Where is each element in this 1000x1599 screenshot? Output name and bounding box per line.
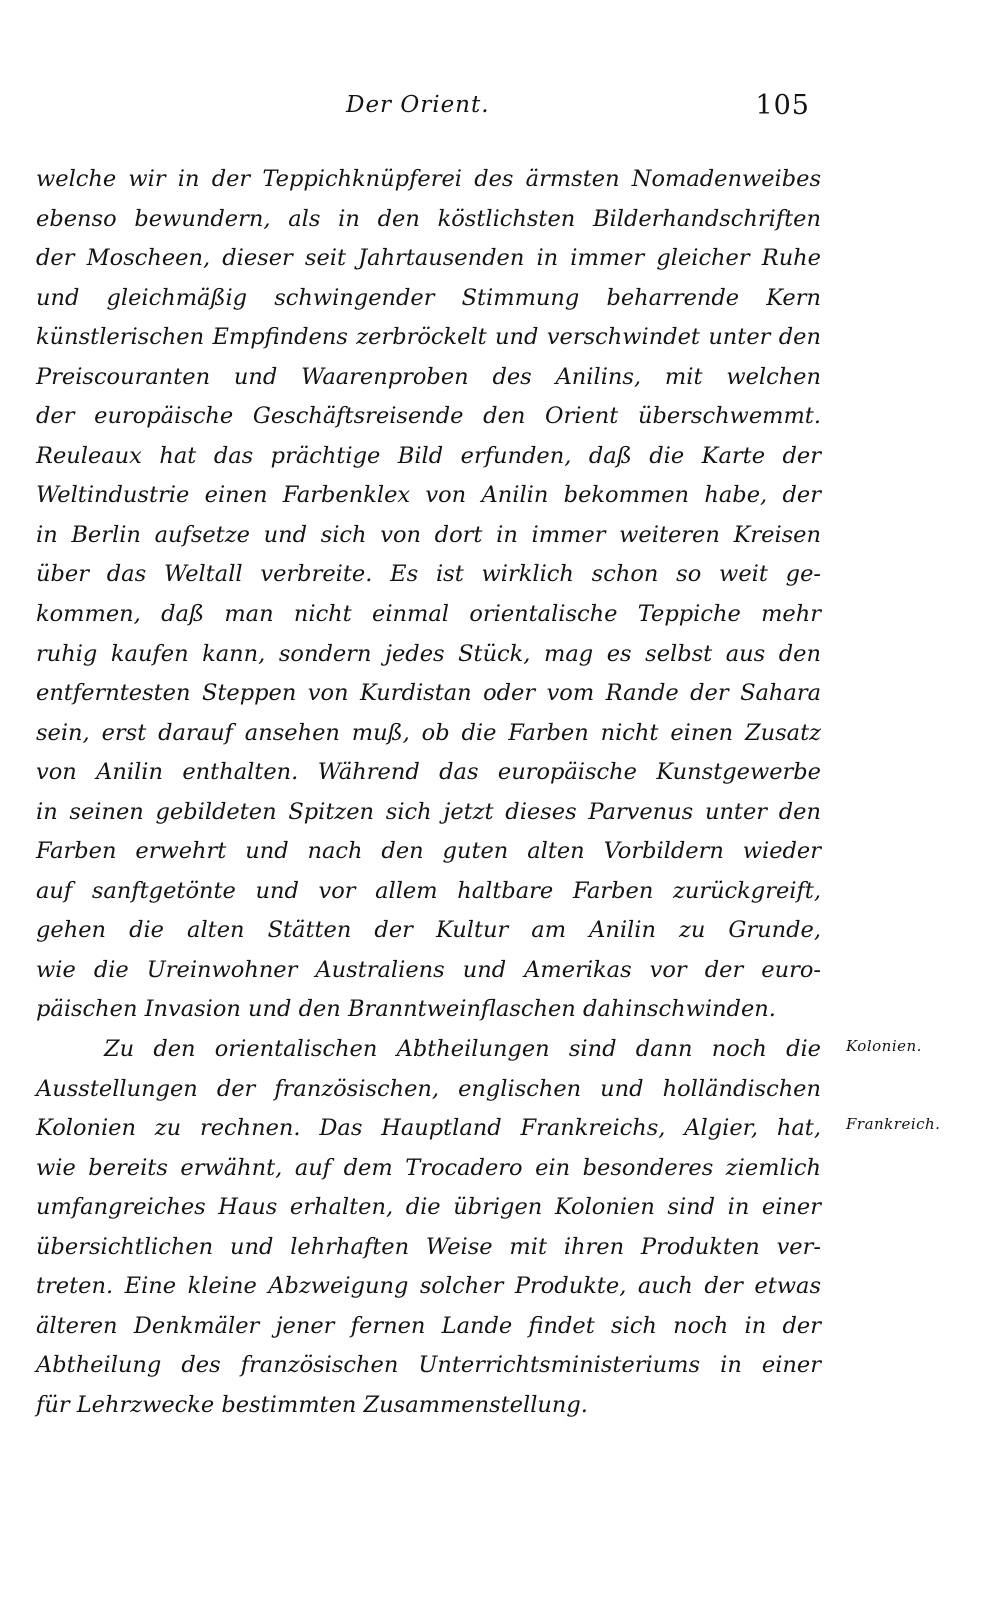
- text-line: Kolonien zu rechnen. Das Hauptland Frankreichs, Algier, hat,: [36, 1115, 821, 1142]
- text-line: über das Weltall verbreite. Es ist wirklich schon so weit ge-: [36, 561, 821, 588]
- text-line: Farben erwehrt und nach den guten alten Vorbildern wieder: [36, 838, 821, 865]
- text-line: Preiscouranten und Waarenproben des Anilins, mit welchen: [36, 363, 821, 390]
- text-line: der Moscheen, dieser seit Jahrtausenden in immer gleicher Ruhe: [36, 245, 821, 272]
- text-line: künstlerischen Empfindens zerbröckelt und verschwindet unter den: [36, 324, 821, 351]
- text-line: kommen, daß man nicht einmal orientalische Teppiche mehr: [36, 601, 821, 628]
- text-line: in Berlin aufsetze und sich von dort in immer weiteren Kreisen: [36, 521, 821, 548]
- text-line: für Lehrzwecke bestimmten Zusammenstellung.: [36, 1391, 588, 1418]
- text-line: von Anilin enthalten. Während das europäische Kunstgewerbe: [36, 759, 821, 786]
- page-number: 105: [755, 90, 810, 121]
- margin-note-kolonien: Kolonien.: [846, 1037, 922, 1055]
- text-line: gehen die alten Stätten der Kultur am Anilin zu Grunde,: [36, 917, 821, 944]
- text-line: und gleichmäßig schwingender Stimmung beharrende Kern: [36, 284, 821, 311]
- text-line: Weltindustrie einen Farbenklex von Anilin bekommen habe, der: [36, 482, 821, 509]
- page-header: [36, 92, 810, 132]
- text-line: der europäische Geschäftsreisende den Orient überschwemmt.: [36, 403, 821, 430]
- text-line: auf sanftgetönte und vor allem haltbare Farben zurückgreift,: [36, 877, 821, 904]
- text-line: ruhig kaufen kann, sondern jedes Stück, mag es selbst aus den: [36, 640, 821, 667]
- text-line: Reuleaux hat das prächtige Bild erfunden, daß die Karte der: [36, 442, 821, 469]
- text-line: Abtheilung des französischen Unterrichtsministeriums in einer: [36, 1352, 821, 1379]
- text-line: wie die Ureinwohner Australiens und Amerikas vor der euro-: [36, 956, 821, 983]
- text-line: ebenso bewundern, als in den köstlichsten Bilderhandschriften: [36, 205, 821, 232]
- running-head: Der Orient.: [346, 92, 490, 118]
- text-line: sein, erst darauf ansehen muß, ob die Farben nicht einen Zusatz: [36, 719, 821, 746]
- text-line: wie bereits erwähnt, auf dem Trocadero ein besonderes ziemlich: [36, 1154, 821, 1181]
- text-line: Ausstellungen der französischen, englischen und holländischen: [36, 1075, 821, 1102]
- text-line: entferntesten Steppen von Kurdistan oder vom Rande der Sahara: [36, 680, 821, 707]
- text-line: welche wir in der Teppichknüpferei des ärmsten Nomadenweibes: [36, 166, 821, 192]
- text-line: älteren Denkmäler jener fernen Lande findet sich noch in der: [36, 1312, 821, 1339]
- text-line: päischen Invasion und den Branntweinflaschen dahinschwinden.: [36, 996, 776, 1023]
- text-line: in seinen gebildeten Spitzen sich jetzt dieses Parvenus unter den: [36, 798, 821, 825]
- paragraph-start-line: Zu den orientalischen Abtheilungen sind dann noch die: [104, 1036, 821, 1063]
- body-text: [36, 160, 821, 1426]
- text-line: umfangreiches Haus erhalten, die übrigen Kolonien sind in einer: [36, 1194, 821, 1221]
- text-line: treten. Eine kleine Abzweigung solcher Produkte, auch der etwas: [36, 1273, 821, 1300]
- text-line: übersichtlichen und lehrhaften Weise mit ihren Produkten ver-: [36, 1233, 821, 1260]
- margin-note-frankreich: Frankreich.: [846, 1115, 941, 1133]
